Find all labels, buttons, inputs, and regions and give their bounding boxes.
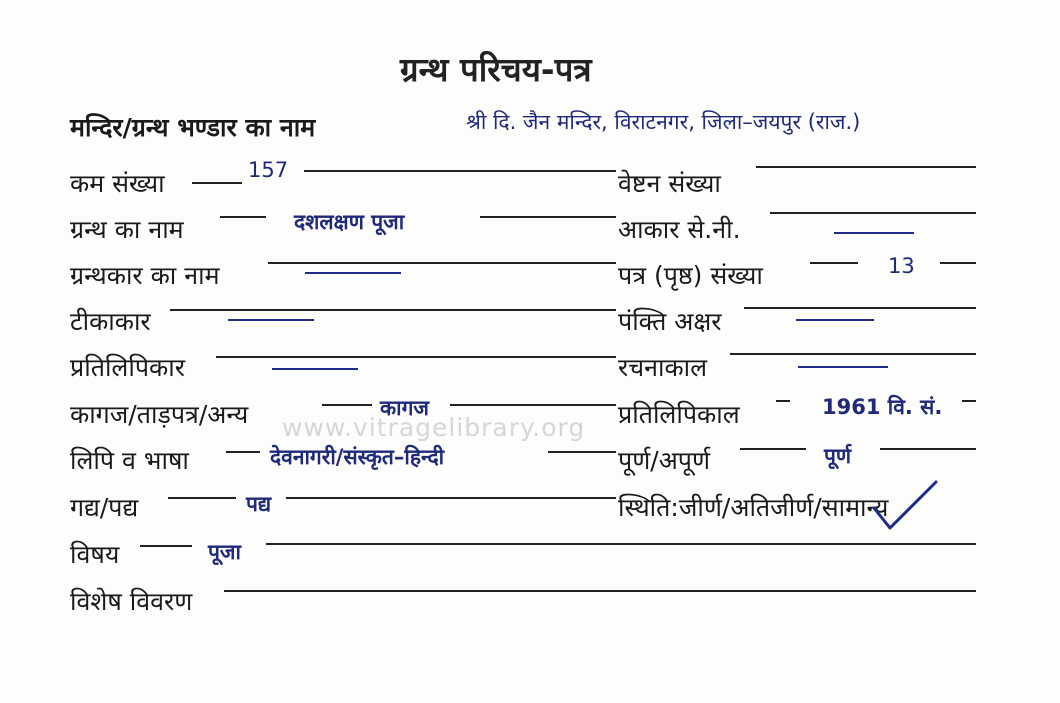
subject-line-2 [266, 543, 976, 545]
serial-number-line [192, 182, 242, 184]
script-language-label: लिपि व भाषा [70, 446, 189, 475]
special-details-label: विशेष विवरण [70, 587, 193, 616]
script-language-line [226, 451, 260, 453]
copyist-label: प्रतिलिपिकार [70, 353, 185, 382]
prose-verse-line-2 [286, 497, 616, 499]
page-count-value: 13 [888, 254, 915, 278]
commentator-line [170, 309, 616, 311]
subject-line [140, 545, 192, 547]
size-dash [834, 232, 914, 234]
copy-period-line [776, 400, 790, 402]
form-title: ग्रन्थ परिचय-पत्र [400, 50, 592, 89]
book-name-value: दशलक्षण पूजा [294, 210, 405, 234]
wrapper-number-line [756, 166, 976, 168]
complete-status-line-2 [880, 448, 976, 450]
copy-period-value: 1961 वि. सं. [822, 395, 943, 419]
copyist-dash [272, 368, 358, 370]
book-name-line [220, 216, 266, 218]
author-label: ग्रन्थकार का नाम [70, 261, 220, 290]
prose-verse-line [168, 497, 236, 499]
temple-name-label: मन्दिर/ग्रन्थ भण्डार का नाम [70, 113, 316, 142]
line-letters-label: पंक्ति अक्षर [618, 307, 722, 336]
serial-number-value: 157 [248, 158, 289, 182]
copy-period-label: प्रतिलिपिकाल [618, 400, 740, 429]
material-line-2 [450, 404, 616, 406]
material-line [322, 404, 372, 406]
book-name-line-2 [480, 216, 616, 218]
watermark-text: www.vitragelibrary.org [282, 413, 586, 442]
commentator-dash [228, 319, 314, 321]
serial-number-line-2 [304, 170, 616, 172]
temple-name-value: श्री दि. जैन मन्दिर, विराटनगर, जिला–जयपुर (राज.) [466, 110, 861, 134]
copy-period-line-2 [962, 400, 976, 402]
page-count-label: पत्र (पृष्ठ) संख्या [618, 261, 763, 290]
complete-status-value: पूर्ण [824, 444, 852, 468]
book-name-label: ग्रन्थ का नाम [70, 215, 184, 244]
size-line [770, 212, 976, 214]
prose-verse-value: पद्य [246, 492, 272, 516]
check-mark-icon [868, 478, 942, 534]
commentator-label: टीकाकार [70, 307, 151, 336]
size-label: आकार से.नी. [618, 215, 741, 244]
serial-number-label: कम संख्या [70, 169, 165, 198]
page-count-line [810, 262, 858, 264]
composition-period-line [730, 353, 976, 355]
special-details-line [224, 590, 976, 592]
copyist-line [216, 356, 616, 358]
prose-verse-label: गद्य/पद्य [70, 493, 139, 522]
composition-period-dash [798, 366, 888, 368]
line-letters-dash [796, 319, 874, 321]
script-language-line-2 [548, 451, 616, 453]
complete-status-line [740, 448, 806, 450]
line-letters-line [744, 307, 976, 309]
subject-label: विषय [70, 540, 120, 569]
subject-value: पूजा [208, 540, 241, 564]
material-label: कागज/ताड़पत्र/अन्य [70, 400, 249, 429]
material-value: कागज [380, 396, 429, 420]
composition-period-label: रचनाकाल [618, 353, 708, 382]
complete-status-label: पूर्ण/अपूर्ण [618, 446, 711, 475]
wrapper-number-label: वेष्टन संख्या [618, 169, 721, 198]
condition-label: स्थिति:जीर्ण/अतिजीर्ण/सामान्य [618, 493, 889, 522]
script-language-value: देवनागरी/संस्कृत–हिन्दी [270, 445, 445, 469]
author-line [268, 262, 616, 264]
page-count-line-2 [940, 262, 976, 264]
author-dash [305, 272, 401, 274]
